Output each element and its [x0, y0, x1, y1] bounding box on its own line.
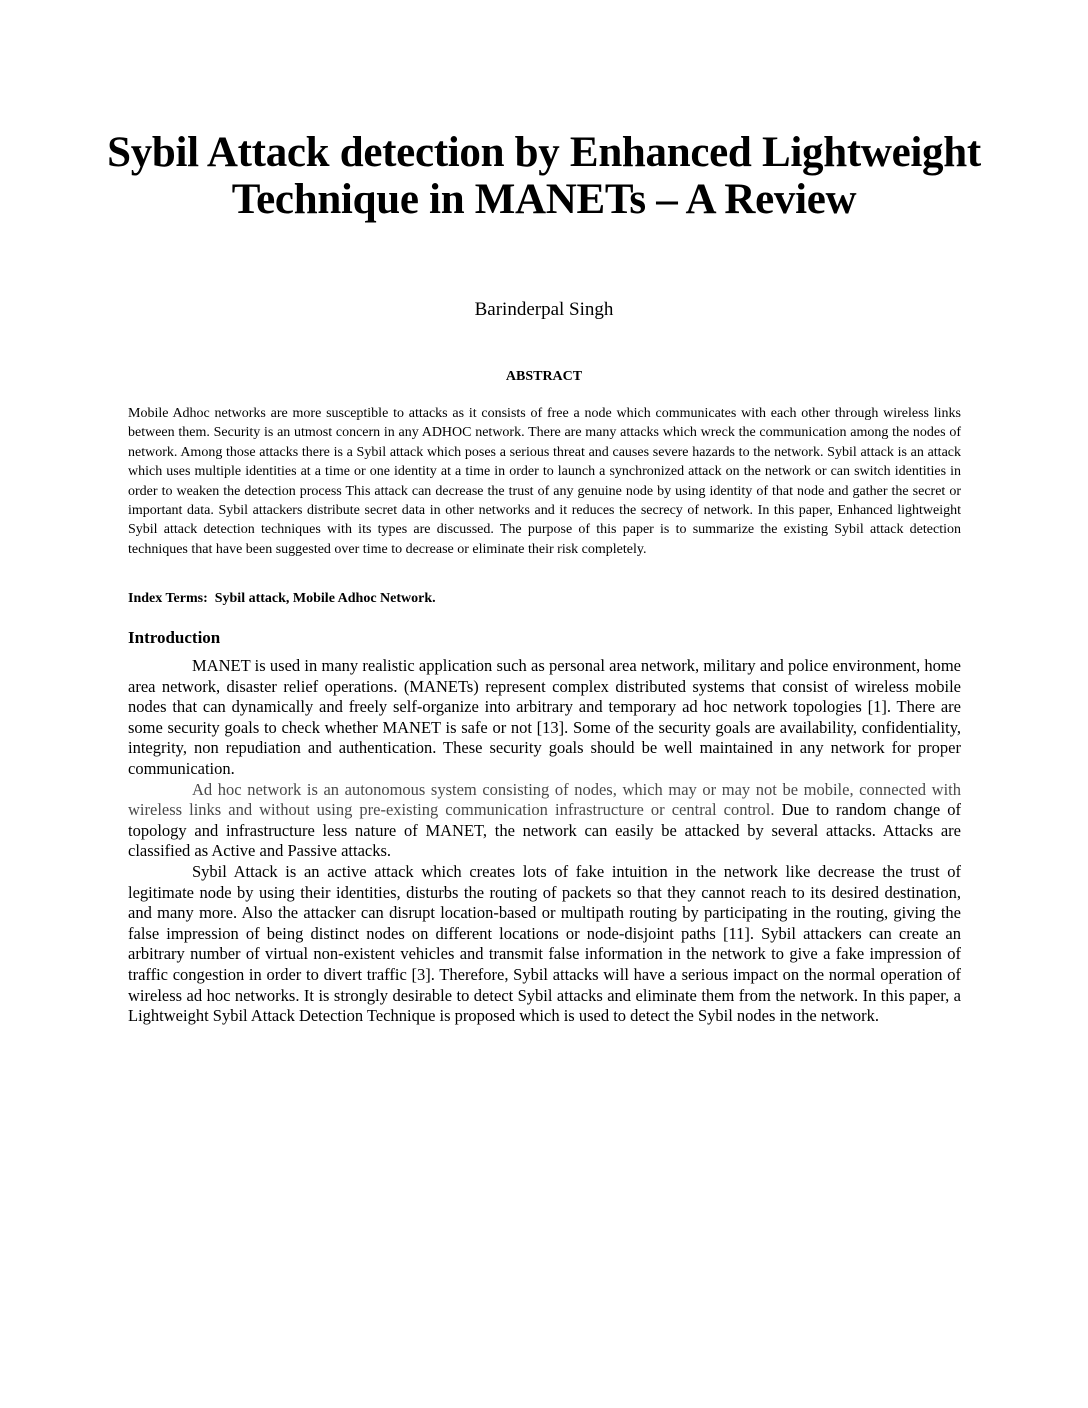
author-name: Barinderpal Singh — [474, 299, 614, 320]
introduction-paragraph-2 — [128, 780, 961, 862]
introduction-paragraph-3: Sybil Attack is an active attack which creates lots of fake intuition in the network like decrease the trust of legitimate node by using their identities, disturbs the routing of packets so that they cannot reach to its desired destination, and many more. Also the attacker can disrupt location-based or multipath routing by participating in the routing, giving the false impression of being distinct nodes on different locations or node-disjoint paths [11]. Sybil attackers can create an arbitrary number of virtual non-existent vehicles and transmit false information in the network to give a fake impression of traffic congestion in order to divert traffic [3]. Therefore, Sybil attacks will have a serious impact on the normal operation of wireless ad hoc networks. It is strongly desirable to detect Sybil attacks and eliminate them from the network. In this paper, a Lightweight Sybil Attack Detection Technique is proposed which is used to detect the Sybil nodes in the network. — [128, 861, 961, 1026]
index-terms: Index Terms: Sybil attack, Mobile Adhoc Network. — [128, 591, 436, 606]
introduction-body — [128, 656, 961, 1027]
paper-title: Sybil Attack detection by Enhanced Lightweight Technique in MANETs – A Review — [107, 129, 981, 223]
introduction-paragraph-1: MANET is used in many realistic application such as personal area network, military and police environment, home area network, disaster relief operations. (MANETs) represent complex distributed systems that consist of wireless mobile nodes that can dynamically and freely self-organize into arbitrary and temporary ad hoc network topologies [1]. There are some security goals to check whether MANET is safe or not [13]. Some of the security goals are availability, confidentiality, integrity, non repudiation and authentication. These security goals should be well maintained in any network for proper communication. — [128, 656, 961, 778]
introduction-heading: Introduction — [128, 628, 221, 647]
abstract-text: Mobile Adhoc networks are more susceptible to attacks as it consists of free a node which communicates with each other through wireless links between them. Security is an utmost concern in any ADHOC network. There are many attacks which wreck the communication among the nodes of network. Among those attacks there is a Sybil attack which poses a serious threat and causes severe hazards to the network. Sybil attack is an attack which uses multiple identities at a time or one identity at a time in order to launch a synchronized attack on the network or can switch identities in order to weaken the detection process This attack can decrease the trust of any genuine node by using identity of that node and gather the secret or important data. Sybil attackers distribute secret data in other networks and it reduces the secrecy of network. In this paper, Enhanced lightweight Sybil attack detection techniques with its types are discussed. The purpose of this paper is to summarize the existing Sybil attack detection techniques that have been suggested over time to decrease or eliminate their risk completely. — [128, 406, 961, 557]
abstract-heading: ABSTRACT — [505, 369, 583, 384]
introduction-paragraph-2-rest: Due to random change of topology and infrastructure less nature of MANET, the network can easily be attacked by several attacks. Attacks are classified as Active and Passive attacks. — [128, 800, 961, 861]
introduction-paragraph-2-definition: Ad hoc network is an autonomous system consisting of nodes, which may or may not be mobile, connected with wireless links and without using pre-existing communication infrastructure or central control. — [128, 779, 961, 820]
